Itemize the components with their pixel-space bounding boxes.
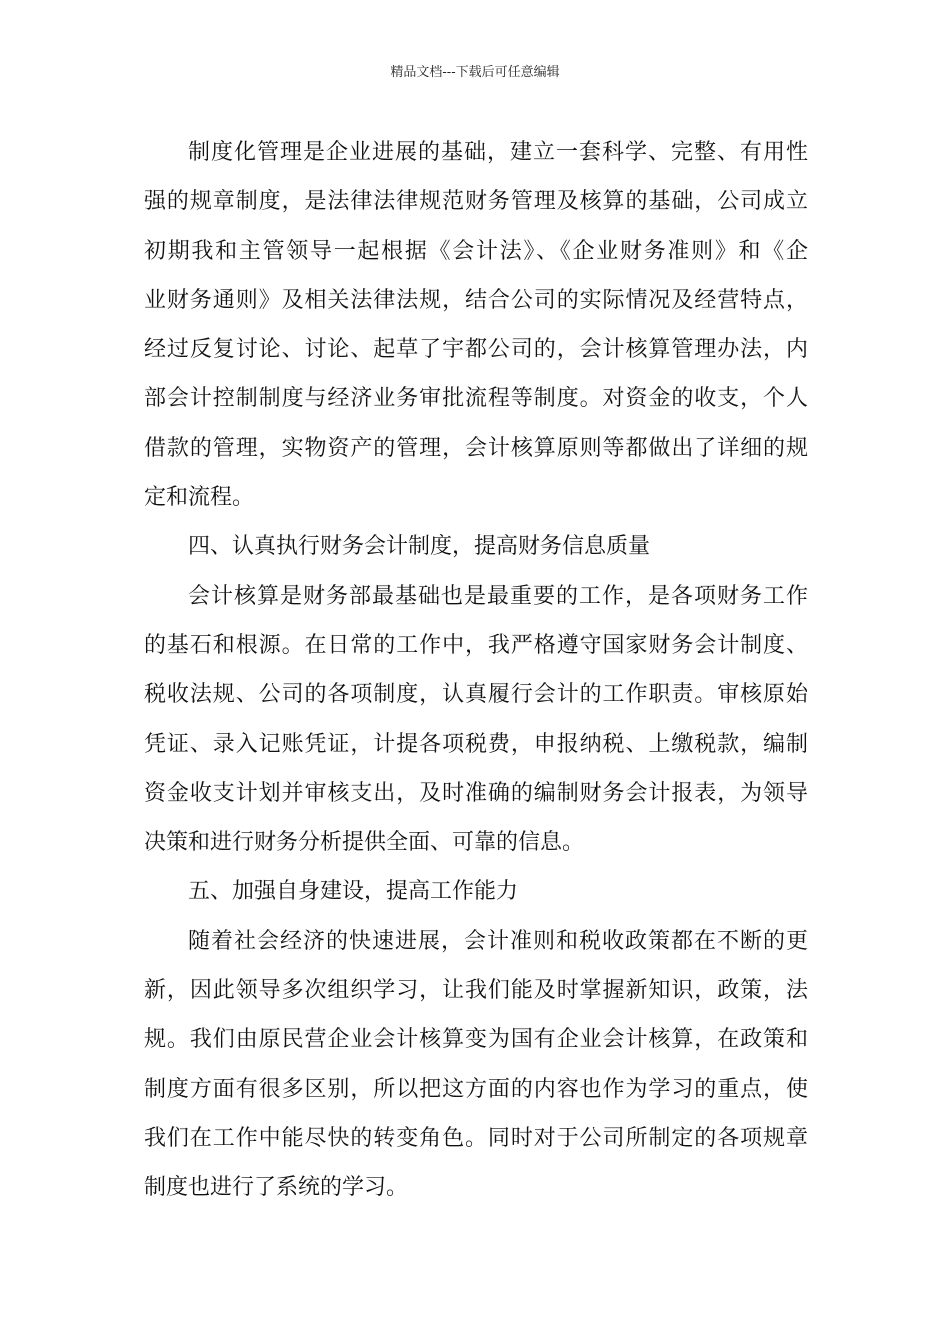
document-body: [144, 128, 808, 1213]
text-line: 随着社会经济的快速进展，会计准则和税收政策都在不断的更: [188, 928, 808, 954]
text-line: 五、加强自身建设，提高工作能力: [188, 879, 519, 905]
text-line: 税收法规、公司的各项制度，认真履行会计的工作职责。审核原始: [144, 682, 808, 708]
text-line: 四、认真执行财务会计制度，提高财务信息质量: [188, 534, 651, 560]
text-line: 业财务通则》及相关法律法规，结合公司的实际情况及经营特点，: [144, 287, 808, 313]
text-line: 制度也进行了系统的学习。: [144, 1175, 409, 1201]
text-line: 规。我们由原民营企业会计核算变为国有企业会计核算，在政策和: [144, 1027, 808, 1053]
text-line: 部会计控制制度与经济业务审批流程等制度。对资金的收支，个人: [144, 386, 808, 412]
text-line: 资金收支计划并审核支出，及时准确的编制财务会计报表，为领导: [144, 780, 808, 806]
text-line: 会计核算是财务部最基础也是最重要的工作，是各项财务工作: [188, 583, 808, 609]
text-line: 制度化管理是企业进展的基础，建立一套科学、完整、有用性: [188, 140, 808, 165]
text-line: 强的规章制度，是法律法律规范财务管理及核算的基础，公司成立: [144, 189, 808, 215]
text-line: 我们在工作中能尽快的转变角色。同时对于公司所制定的各项规章: [144, 1125, 808, 1151]
text-line: 定和流程。: [144, 485, 255, 511]
page-header: 精品文档---下载后可任意编辑: [390, 65, 560, 80]
text-line: 制度方面有很多区别，所以把这方面的内容也作为学习的重点，使: [144, 1076, 808, 1102]
text-line: 经过反复讨论、讨论、起草了宇都公司的，会计核算管理办法，内: [144, 337, 808, 363]
text-line: 新，因此领导多次组织学习，让我们能及时掌握新知识，政策，法: [144, 978, 808, 1004]
text-line: 借款的管理，实物资产的管理，会计核算原则等都做出了详细的规: [144, 435, 808, 461]
text-line: 的基石和根源。在日常的工作中，我严格遵守国家财务会计制度、: [144, 632, 808, 658]
text-line: 初期我和主管领导一起根据《会计法》、《企业财务准则》和《企: [144, 238, 808, 264]
text-line: 凭证、录入记账凭证，计提各项税费，申报纳税、上缴税款，编制: [144, 731, 808, 757]
text-line: 决策和进行财务分析提供全面、可靠的信息。: [144, 830, 585, 856]
